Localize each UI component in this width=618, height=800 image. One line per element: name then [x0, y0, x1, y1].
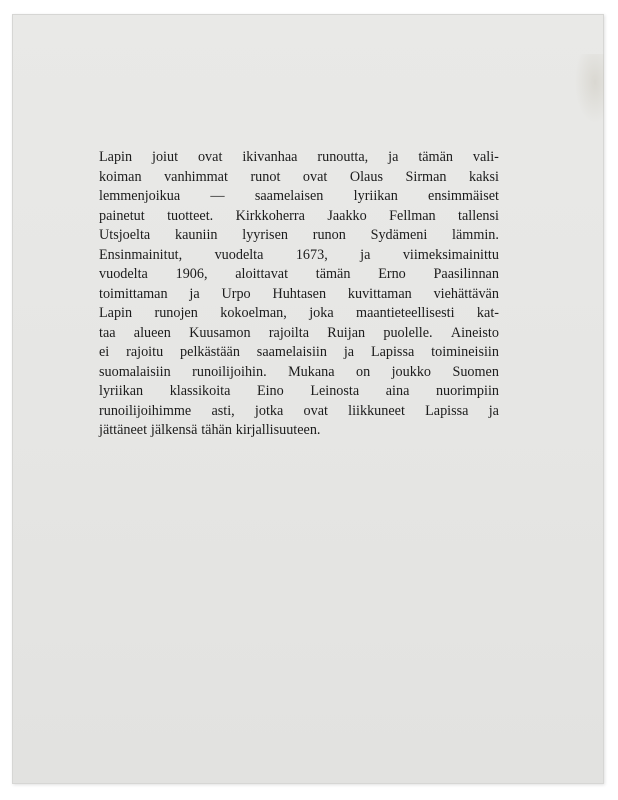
blurb-word: vuodelta	[99, 266, 148, 282]
blurb-line	[99, 148, 499, 168]
blurb-word: Kuusamon	[189, 324, 251, 341]
blurb-word: ja	[189, 285, 200, 302]
blurb-word: puolelle.	[383, 324, 433, 341]
blurb-word: lyriikan	[353, 188, 398, 204]
blurb-line	[99, 246, 499, 266]
blurb-word: aina	[385, 383, 410, 399]
blurb-word: ja	[388, 149, 399, 165]
blurb-word: asti,	[211, 402, 235, 419]
blurb-word: Fellman	[389, 207, 436, 224]
blurb-word: Lapissa	[425, 402, 469, 419]
cover-edge-wear	[574, 54, 604, 124]
blurb-word: runojen	[154, 305, 198, 321]
blurb-line	[99, 343, 499, 363]
blurb-line	[99, 402, 499, 422]
blurb-word: Jaakko	[327, 207, 367, 224]
blurb-word: viehättävän	[433, 285, 499, 302]
blurb-word: ovat	[197, 149, 223, 165]
blurb-word: Sirman	[405, 168, 447, 185]
blurb-word: 1673,	[295, 246, 328, 263]
blurb-word: jättäneet	[99, 422, 148, 438]
blurb-word: jälkensä	[150, 422, 198, 438]
blurb-word: ja	[488, 402, 499, 419]
blurb-word: tähän	[201, 422, 232, 438]
blurb-word: Lapissa	[370, 344, 415, 360]
blurb-word: Mukana	[288, 363, 335, 380]
blurb-word: rajoilta	[268, 324, 309, 341]
blurb-word: Leinosta	[310, 383, 360, 399]
blurb-word: Erno	[378, 266, 406, 282]
blurb-word: runon	[312, 227, 346, 243]
blurb-word: Eino	[256, 383, 284, 399]
blurb-word: Paasilinnan	[433, 266, 499, 282]
blurb-text	[99, 148, 499, 441]
blurb-word: kat-	[476, 305, 499, 321]
blurb-word: saamelaisen	[254, 188, 324, 204]
blurb-word: tallensi	[458, 207, 499, 224]
blurb-word: ovat	[302, 168, 328, 185]
blurb-word: koiman	[99, 168, 142, 185]
blurb-word: Suomen	[452, 363, 499, 380]
blurb-word: rajoitu	[126, 344, 164, 360]
blurb-word: ja	[343, 344, 355, 360]
blurb-word: lämmin.	[452, 227, 499, 243]
blurb-line	[99, 304, 499, 324]
blurb-word: joukko	[391, 363, 432, 380]
blurb-word: liikkuneet	[348, 402, 405, 419]
blurb-word: Ruijan	[327, 324, 366, 341]
blurb-word: vali-	[472, 149, 499, 165]
blurb-line	[99, 187, 499, 207]
blurb-word: vuodelta	[214, 246, 264, 263]
blurb-word: ei	[99, 344, 110, 360]
blurb-word: ikivanhaa	[242, 149, 298, 165]
blurb-word: Kirkkoherra	[235, 207, 305, 224]
blurb-word: kuvittaman	[347, 285, 412, 302]
blurb-word: tämän	[418, 149, 453, 165]
blurb-word: Sydämeni	[370, 227, 428, 243]
blurb-word: alueen	[133, 324, 171, 341]
blurb-word: joka	[309, 305, 334, 321]
blurb-word: ovat	[303, 402, 328, 419]
blurb-word: lyyrisen	[242, 227, 288, 243]
blurb-word: jotka	[254, 402, 284, 419]
blurb-word: pelkästään	[180, 344, 240, 360]
blurb-line	[99, 285, 499, 305]
blurb-word: nuorimpiin	[435, 383, 499, 399]
blurb-word: kaksi	[468, 168, 499, 185]
blurb-word: kirjallisuuteen.	[235, 422, 321, 438]
blurb-word: maantieteellisesti	[356, 305, 455, 321]
blurb-word: Ensinmainitut,	[99, 246, 183, 263]
blurb-word: runoilijoihin.	[192, 363, 267, 380]
blurb-line	[99, 324, 499, 344]
blurb-word: klassikoita	[169, 383, 231, 399]
blurb-word: painetut	[99, 207, 145, 224]
blurb-word: toimittaman	[99, 285, 168, 302]
blurb-word: Utsjoelta	[99, 227, 151, 243]
blurb-word: Lapin	[99, 149, 133, 165]
blurb-word: taa	[99, 324, 116, 341]
blurb-word: suomalaisiin	[99, 363, 171, 380]
blurb-word: kokoelman,	[220, 305, 287, 321]
blurb-word: viimeksimainittu	[402, 246, 499, 263]
blurb-word: Olaus	[349, 168, 383, 185]
blurb-word: kauniin	[174, 227, 218, 243]
blurb-word: ensimmäiset	[428, 188, 499, 204]
blurb-word: on	[355, 363, 371, 380]
blurb-word: runoutta,	[317, 149, 369, 165]
blurb-line	[99, 382, 499, 402]
blurb-word: Lapin	[99, 305, 133, 321]
blurb-word: Aineisto	[450, 324, 499, 341]
blurb-word: lemmenjoikua	[99, 188, 181, 204]
blurb-line	[99, 168, 499, 188]
blurb-word: vanhimmat	[164, 168, 228, 185]
blurb-word: aloittavat	[235, 266, 289, 282]
blurb-word: lyriikan	[99, 383, 144, 399]
blurb-line	[99, 265, 499, 285]
blurb-line	[99, 207, 499, 227]
blurb-word: toimineisiin	[431, 344, 499, 360]
blurb-line	[99, 421, 499, 441]
blurb-word: Urpo	[221, 285, 251, 302]
blurb-line	[99, 226, 499, 246]
blurb-word: —	[210, 188, 225, 204]
blurb-word: tuotteet.	[167, 207, 214, 224]
blurb-line	[99, 363, 499, 383]
blurb-word: Huhtasen	[272, 285, 327, 302]
blurb-word: ja	[360, 246, 371, 263]
blurb-word: joiut	[152, 149, 179, 165]
blurb-word: runot	[250, 168, 281, 185]
blurb-word: 1906,	[175, 266, 208, 282]
blurb-word: runoilijoihimme	[99, 402, 192, 419]
blurb-word: saamelaisiin	[256, 344, 327, 360]
blurb-word: tämän	[315, 266, 351, 282]
